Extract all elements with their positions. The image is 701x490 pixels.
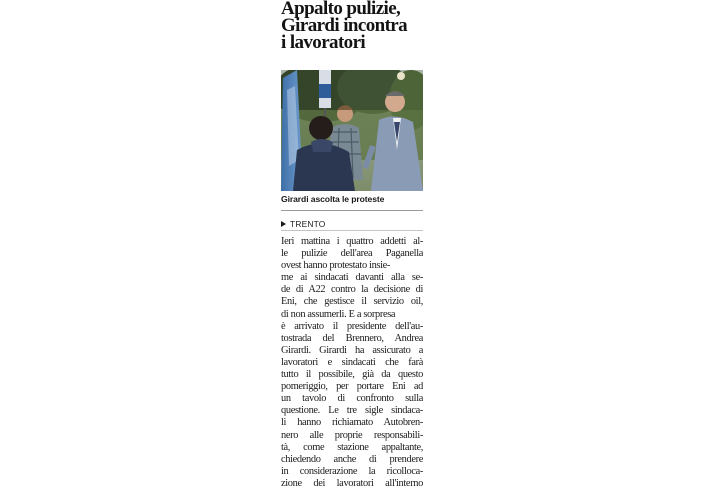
triangle-marker-icon: [281, 221, 286, 227]
headline-line: Girardi incontra: [281, 15, 408, 36]
body-line: tà, come stazione appaltante,: [281, 441, 423, 453]
body-line: le pulizie dell'area Paganella: [281, 248, 423, 260]
body-line: me ai sindacati davanti alla se-: [281, 272, 423, 284]
body-line: chiedendo anche di prendere: [281, 453, 423, 465]
body-line: li hanno richiamato Autobren-: [281, 417, 423, 429]
article-header: [281, 0, 423, 51]
body-line: un tavolo di confronto sulla: [281, 393, 423, 405]
divider: [281, 230, 423, 231]
body-line: zione dei lavoratori all'interno: [281, 477, 423, 489]
headline-line: i lavoratori: [281, 32, 366, 53]
photo-caption: Girardi ascolta le proteste: [281, 194, 385, 204]
body-line: tutto il possibile, già da questo: [281, 369, 423, 381]
body-line: Girardi. Girardi ha assicurato a: [281, 344, 423, 356]
body-line: de di A22 contro la decisione di: [281, 284, 423, 296]
body-line: pomeriggio, per portare Eni ad: [281, 381, 423, 393]
body-line: lavoratori e sindacati che farà: [281, 356, 423, 368]
photo-illustration: [281, 70, 423, 191]
body-line: nero alle proprie responsabili-: [281, 429, 423, 441]
divider: [281, 210, 423, 211]
dateline: [281, 219, 325, 229]
body-line: ovest hanno protestato insie-: [281, 260, 391, 272]
body-line: Eni, che gestisce il servizio oil,: [281, 296, 423, 308]
article-body: [281, 236, 423, 490]
body-line: tostrada del Brennero, Andrea: [281, 332, 423, 344]
headline-line: Appalto pulizie,: [281, 0, 401, 19]
body-line: Ieri mattina i quattro addetti al-: [281, 236, 423, 247]
article-photo: [281, 70, 423, 191]
body-line: in considerazione la ricolloca-: [281, 465, 423, 477]
dateline-text: TRENTO: [290, 219, 326, 229]
headline: [281, 0, 423, 51]
body-line: è arrivato il presidente dell'au-: [281, 320, 423, 332]
body-line: di non assumerli. E a sorpresa: [281, 308, 396, 320]
body-line: questione. Le tre sigle sindaca-: [281, 405, 423, 417]
